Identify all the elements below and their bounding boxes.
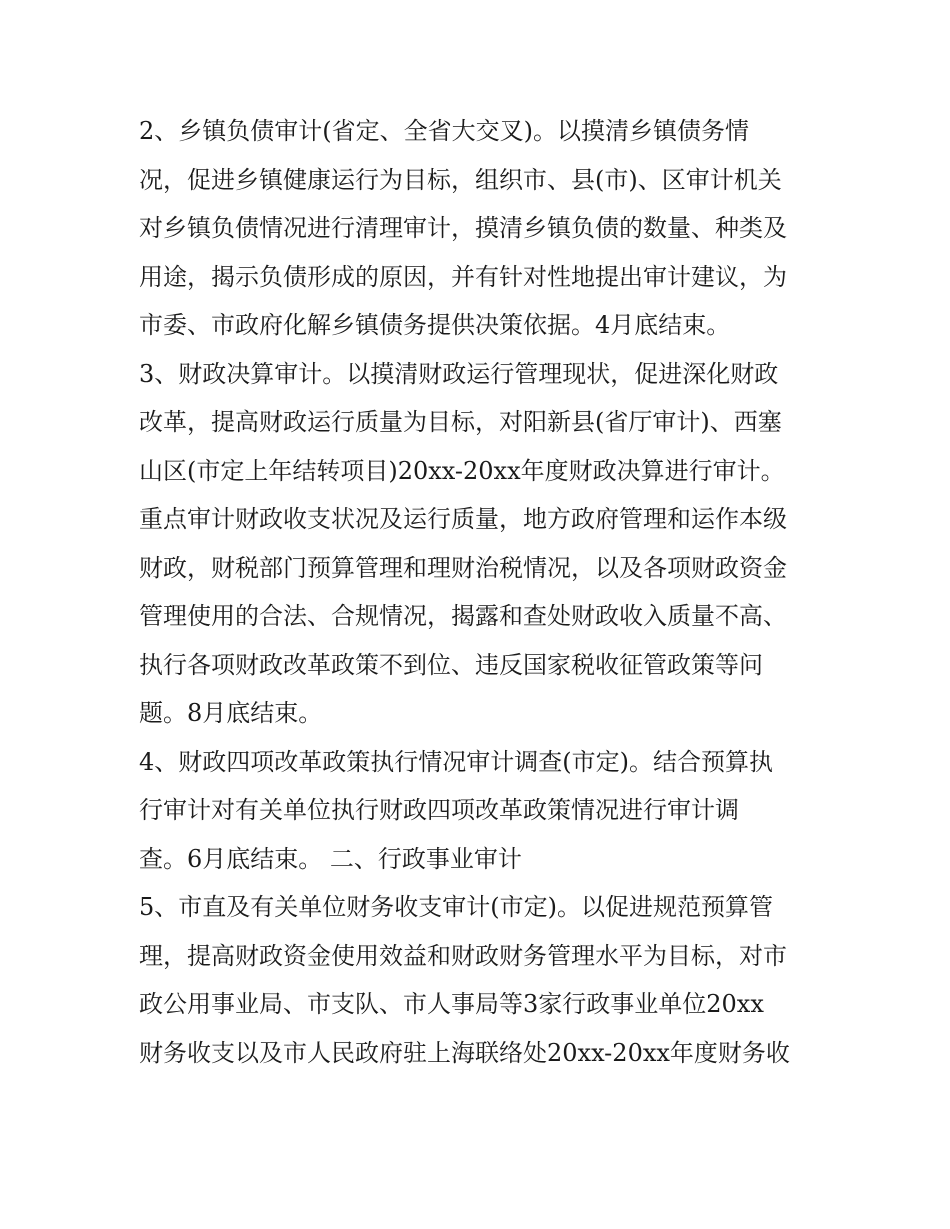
text-line: 政公用事业局、市支队、市人事局等3家行政事业单位20xx bbox=[139, 990, 764, 1018]
text-line: 题。8月底结束。 bbox=[139, 699, 323, 727]
text-line: 查。6月底结束。 二、行政事业审计 bbox=[139, 844, 522, 873]
document-body bbox=[139, 107, 819, 1077]
text-line: 5、市直及有关单位财务收支审计(市定)。以促进规范预算管 bbox=[139, 893, 773, 921]
text-line: 4、财政四项改革政策执行情况审计调查(市定)。结合预算执 bbox=[139, 747, 773, 776]
text-line: 市委、市政府化解乡镇债务提供决策依据。4月底结束。 bbox=[139, 311, 731, 339]
text-line: 3、财政决算审计。以摸清财政运行管理现状，促进深化财政 bbox=[139, 359, 779, 388]
text-line: 重点审计财政收支状况及运行质量，地方政府管理和运作本级 bbox=[139, 505, 787, 533]
text-line: 管理使用的合法、合规情况，揭露和查处财政收入质量不高、 bbox=[139, 602, 787, 630]
text-line: 行审计对有关单位执行财政四项改革政策情况进行审计调 bbox=[139, 796, 739, 824]
text-line: 山区(市定上年结转项目)20xx-20xx年度财政决算进行审计。 bbox=[139, 456, 785, 485]
text-line: 财政，财税部门预算管理和理财治税情况，以及各项财政资金 bbox=[139, 553, 787, 582]
text-line: 改革，提高财政运行质量为目标，对阳新县(省厅审计)、西塞 bbox=[139, 408, 782, 436]
text-line: 财务收支以及市人民政府驻上海联络处20xx-20xx年度财务收 bbox=[139, 1038, 790, 1067]
text-line: 对乡镇负债情况进行清理审计，摸清乡镇负债的数量、种类及 bbox=[139, 214, 787, 242]
text-line: 2、乡镇负债审计(省定、全省大交叉)。以摸清乡镇债务情 bbox=[139, 117, 749, 145]
text-line: 况，促进乡镇健康运行为目标，组织市、县(市)、区审计机关 bbox=[139, 165, 782, 194]
text-line: 执行各项财政改革政策不到位、违反国家税收征管政策等问 bbox=[139, 650, 763, 679]
text-line: 用途，揭示负债形成的原因，并有针对性地提出审计建议，为 bbox=[139, 262, 787, 291]
text-line: 理，提高财政资金使用效益和财政财务管理水平为目标，对市 bbox=[139, 941, 787, 970]
